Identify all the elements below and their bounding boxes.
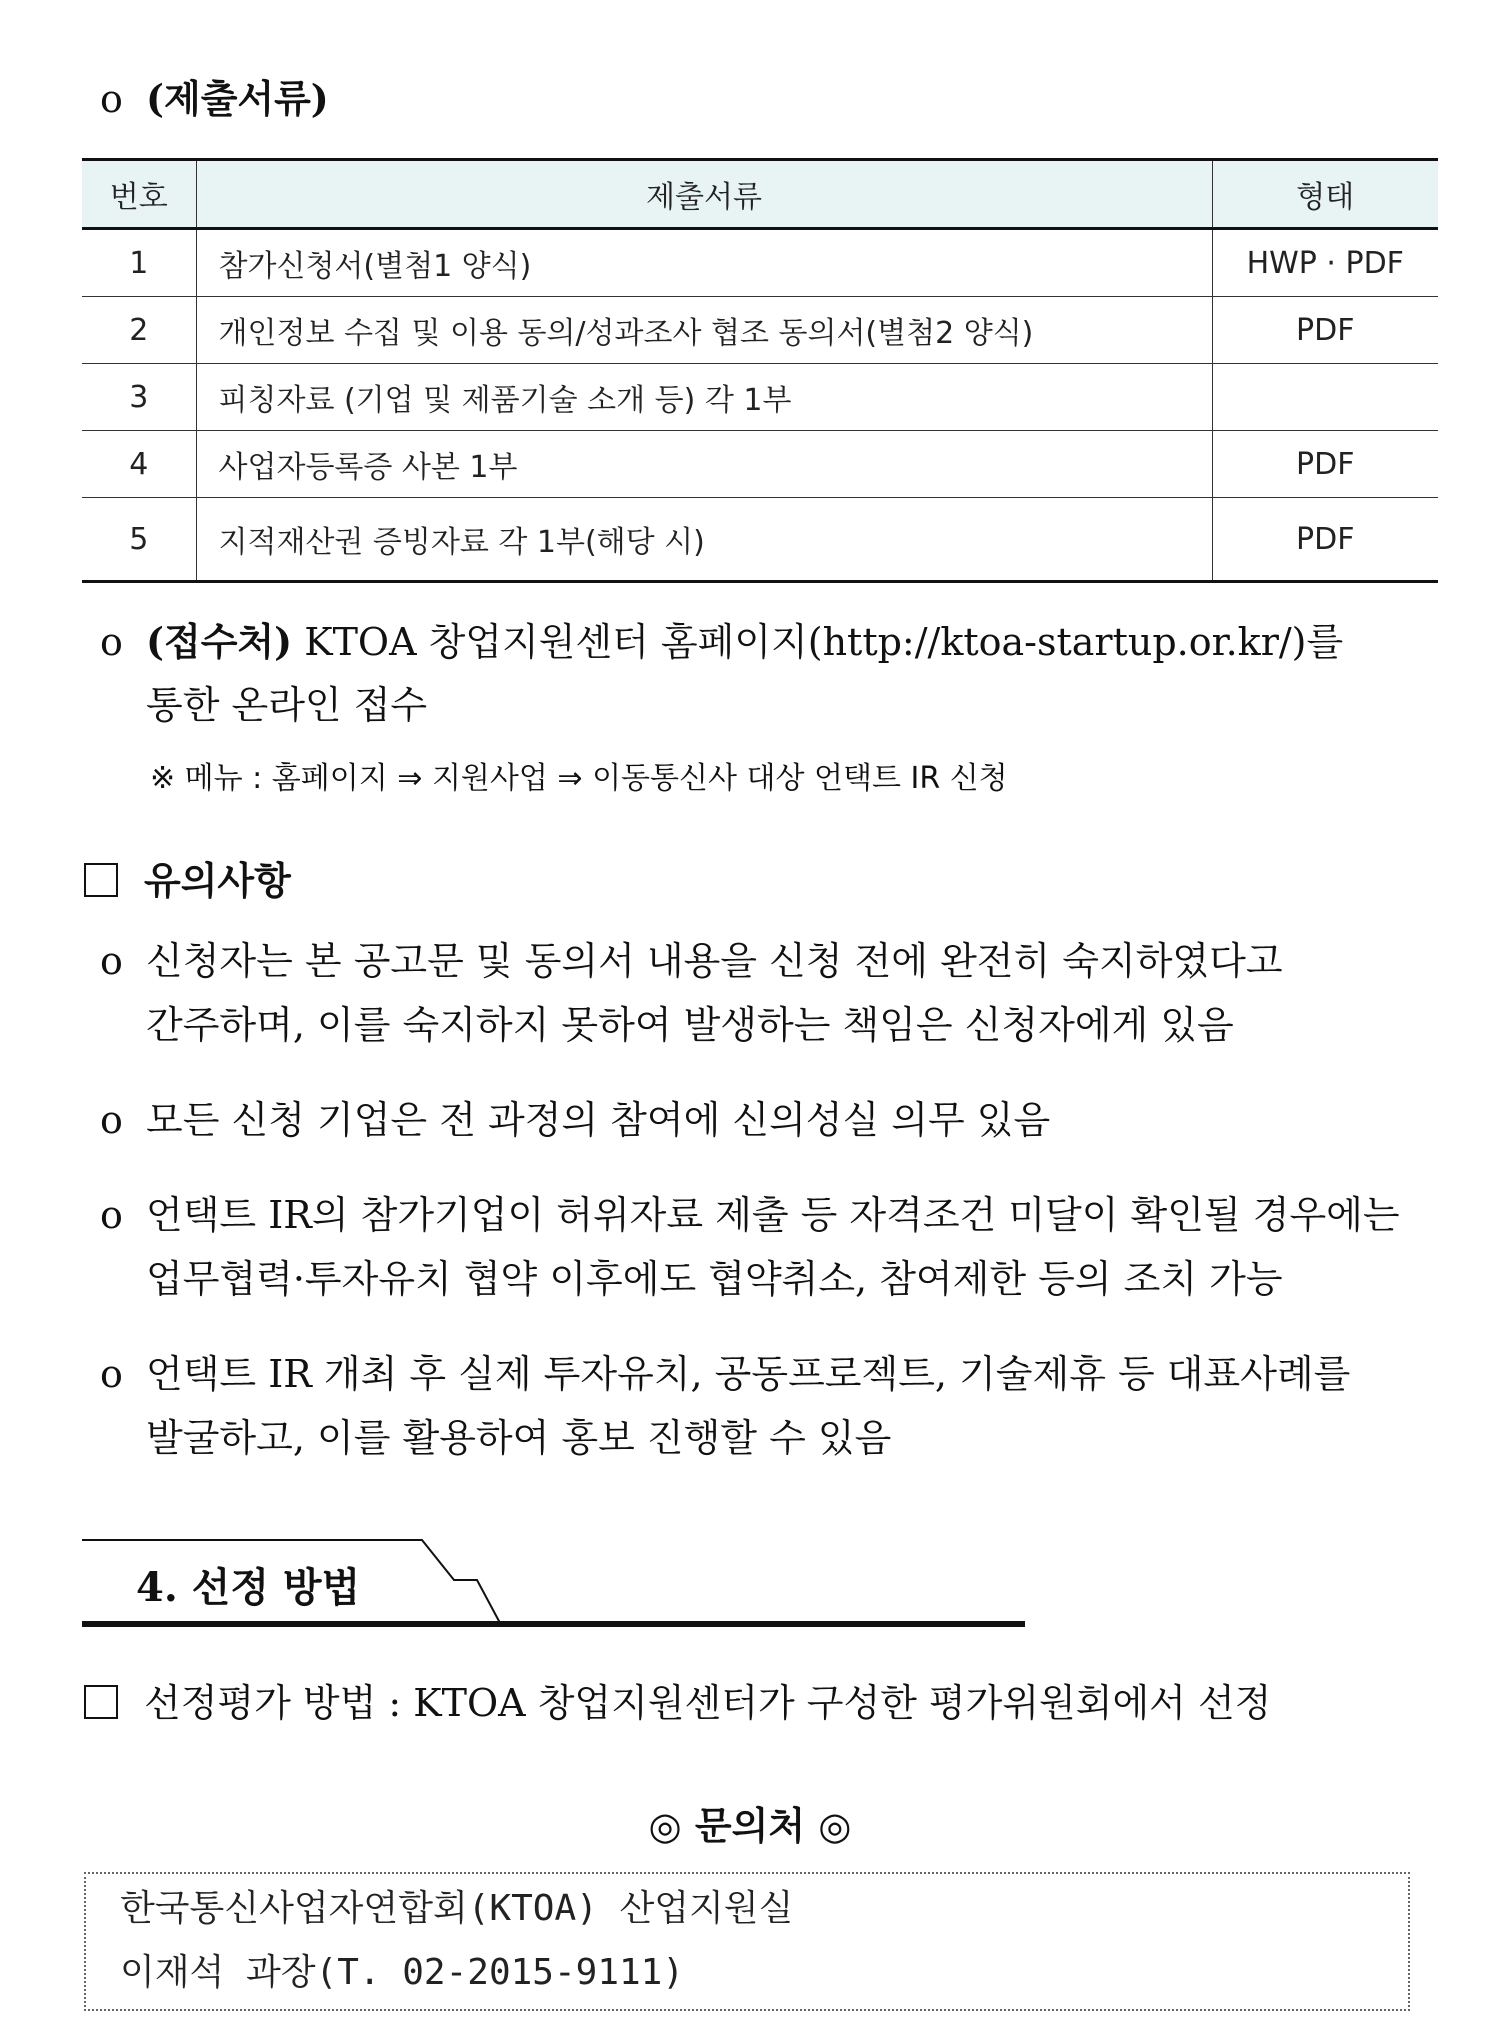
docs-section-title: (제출서류): [146, 76, 329, 121]
row-number: 2: [82, 297, 196, 364]
row-format: HWP · PDF: [1212, 229, 1438, 297]
reception-text: KTOA 창업지원센터 홈페이지(http://ktoa-startup.or.kr/)를: [304, 620, 1344, 664]
contact-person: 이재석 과장(T. 02-2015-9111): [120, 1952, 685, 1993]
row-format: PDF: [1212, 297, 1438, 364]
row-document: 지적재산권 증빙자료 각 1부(해당 시): [196, 498, 1212, 582]
notice-item-3-line-2: 업무협력·투자유치 협약 이후에도 협약취소, 참여제한 등의 조치 가능: [146, 1257, 1283, 1301]
notice-item-1-line-1: [100, 939, 1283, 983]
table-row: [82, 498, 1438, 582]
reception-line-1: [100, 619, 1344, 664]
selection-heading: 4. 선정 방법: [136, 1564, 361, 1611]
header-format: 형태: [1212, 160, 1438, 229]
row-format: [1212, 364, 1438, 431]
row-document: 참가신청서(별첨1 양식): [196, 229, 1212, 297]
notice-item-text: 모든 신청 기업은 전 과정의 참여에 신의성실 의무 있음: [146, 1098, 1051, 1142]
table-row: [82, 364, 1438, 431]
selection-method-text: 선정평가 방법 : KTOA 창업지원센터가 구성한 평가위원회에서 선정: [144, 1681, 1272, 1725]
notice-item-text: 언택트 IR의 참가기업이 허위자료 제출 등 자격조건 미달이 확인될 경우에는: [146, 1193, 1400, 1237]
contact-org: 한국통신사업자연합회(KTOA) 산업지원실: [120, 1888, 794, 1929]
reception-line-2: 통한 온라인 접수: [146, 683, 428, 727]
table-row: [82, 431, 1438, 498]
checkbox-square-icon: [84, 863, 118, 897]
notice-heading: [84, 850, 291, 905]
row-document: 사업자등록증 사본 1부: [196, 431, 1212, 498]
notice-item-text: 신청자는 본 공고문 및 동의서 내용을 신청 전에 완전히 숙지하였다고: [146, 939, 1283, 983]
header-document: 제출서류: [196, 160, 1212, 229]
docs-table-header: [82, 160, 1438, 229]
header-number: 번호: [82, 160, 196, 229]
docs-bullet: o: [100, 77, 123, 121]
row-document: 피칭자료 (기업 및 제품기술 소개 등) 각 1부: [196, 364, 1212, 431]
row-format: PDF: [1212, 498, 1438, 582]
contact-title: ◎ 문의처 ◎: [648, 1803, 852, 1848]
contact-box: [84, 1872, 1410, 2011]
notice-bullet: o: [100, 939, 123, 983]
notice-bullet: o: [100, 1352, 123, 1396]
notice-bullet: o: [100, 1193, 123, 1237]
reception-label: (접수처): [146, 619, 293, 664]
reception-menu-note: ※ 메뉴 : 홈페이지 ⇒ 지원사업 ⇒ 이동통신사 대상 언택트 IR 신청: [150, 761, 1008, 796]
docs-section-heading: [100, 68, 329, 123]
row-format: PDF: [1212, 431, 1438, 498]
row-document: 개인정보 수집 및 이용 동의/성과조사 협조 동의서(별첨2 양식): [196, 297, 1212, 364]
row-number: 5: [82, 498, 196, 582]
reception-bullet: o: [100, 620, 123, 664]
notice-title: 유의사항: [144, 858, 291, 903]
table-row: [82, 229, 1438, 297]
row-number: 3: [82, 364, 196, 431]
notice-item-2-line-1: [100, 1098, 1051, 1142]
table-row: [82, 297, 1438, 364]
selection-method: [84, 1681, 1272, 1725]
notice-item-text: 언택트 IR 개최 후 실제 투자유치, 공동프로젝트, 기술제휴 등 대표사례를: [146, 1352, 1351, 1396]
notice-bullet: o: [100, 1098, 123, 1142]
row-number: 1: [82, 229, 196, 297]
notice-item-1-line-2: 간주하며, 이를 숙지하지 못하여 발생하는 책임은 신청자에게 있음: [146, 1003, 1234, 1047]
notice-item-4-line-1: [100, 1352, 1351, 1396]
notice-item-3-line-1: [100, 1193, 1400, 1237]
docs-table: [82, 158, 1438, 583]
notice-item-4-line-2: 발굴하고, 이를 활용하여 홍보 진행할 수 있음: [146, 1416, 892, 1460]
row-number: 4: [82, 431, 196, 498]
checkbox-square-icon: [84, 1685, 118, 1719]
